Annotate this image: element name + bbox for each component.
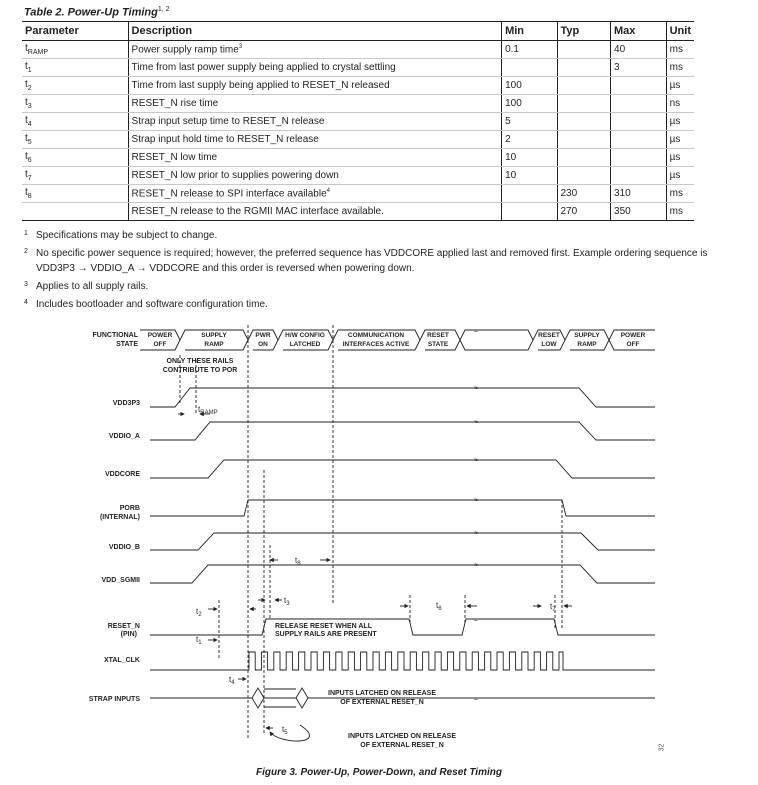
cell-unit: µs	[666, 167, 694, 185]
cell-unit: ms	[666, 185, 694, 203]
cell-max: 350	[611, 203, 667, 221]
signal-porb-internal: (INTERNAL)	[99, 514, 140, 521]
t1-label: $t_1$	[196, 635, 202, 646]
header-unit: Unit	[666, 22, 694, 41]
release-note-1: RELEASE RESET WHEN ALL	[275, 623, 372, 630]
cell-max	[611, 77, 667, 95]
signal-xtal-clk: XTAL_CLK	[103, 657, 140, 664]
vddio-b-wave	[150, 533, 655, 550]
cell-description: Power supply ramp time$^3$	[128, 41, 502, 59]
cell-max: 310	[611, 185, 667, 203]
svg-text:≈: ≈	[474, 457, 478, 464]
xtal-clk-wave	[150, 652, 655, 670]
t3-label: $t_3$	[284, 596, 290, 607]
cell-max: 40	[611, 41, 667, 59]
cell-min: 100	[502, 77, 557, 95]
cell-typ	[557, 149, 611, 167]
state-label: LOW	[541, 341, 557, 348]
cell-parameter: $t_6$	[22, 149, 128, 167]
signal-vddcore: VDDCORE	[104, 471, 140, 478]
table-row	[22, 41, 694, 59]
cell-typ	[557, 95, 611, 113]
cell-parameter: $t_7$	[22, 167, 128, 185]
cell-max	[611, 95, 667, 113]
cell-typ	[557, 77, 611, 95]
cell-min	[502, 203, 557, 221]
state-label: PWR	[255, 332, 271, 339]
cell-parameter	[22, 203, 128, 221]
state-label: OFF	[153, 341, 167, 348]
vdd-sgmii-wave	[150, 565, 655, 583]
cell-min: 0.1	[502, 41, 557, 59]
header-max: Max	[611, 22, 667, 41]
cell-description: Time from last power supply being applied to crystal settling	[128, 59, 502, 77]
table-row	[22, 203, 694, 221]
cell-min	[502, 185, 557, 203]
cell-min: 10	[502, 149, 557, 167]
cell-min: 10	[502, 167, 557, 185]
svg-text:≈: ≈	[474, 562, 478, 569]
latched-note-1: INPUTS LATCHED ON RELEASE	[328, 690, 436, 697]
svg-text:≈: ≈	[474, 497, 478, 504]
svg-text:≈: ≈	[474, 385, 478, 392]
cell-description: RESET_N release to SPI interface available$^4$	[128, 185, 502, 203]
state-label: ON	[258, 341, 268, 348]
table-row	[22, 131, 694, 149]
cell-unit: ms	[666, 203, 694, 221]
signal-reset-n-pin: (PIN)	[120, 631, 137, 638]
footnote: 3 Applies to all supply rails.	[24, 281, 149, 292]
svg-text:≈: ≈	[474, 617, 478, 624]
cell-min: 2	[502, 131, 557, 149]
cell-parameter: $t_4$	[22, 113, 128, 131]
cell-description: RESET_N release to the RGMII MAC interface available.	[128, 203, 502, 221]
footnotes	[24, 228, 714, 315]
state-label: COMMUNICATION	[347, 332, 405, 339]
timing-diagram	[0, 320, 758, 765]
porb-wave	[150, 500, 655, 516]
svg-text:≈: ≈	[474, 328, 478, 335]
signal-strap-inputs: STRAP INPUTS	[88, 696, 140, 703]
cell-typ	[557, 131, 611, 149]
latched-note-2: OF EXTERNAL RESET_N	[340, 699, 424, 706]
header-parameter: Parameter	[22, 22, 128, 41]
latched-bottom-note-1: INPUTS LATCHED ON RELEASE	[348, 733, 456, 740]
t4-label: $t_4$	[229, 675, 235, 686]
cell-description: RESET_N low prior to supplies powering down	[128, 167, 502, 185]
reset-n-wave	[150, 619, 655, 635]
state-label: SUPPLY	[574, 332, 600, 339]
table-row	[22, 95, 694, 113]
only-rails-note-1: ONLY THESE RAILS	[166, 358, 234, 365]
signal-vddio-b: VDDIO_B	[108, 544, 140, 551]
table-row	[22, 77, 694, 95]
cell-description: Time from last supply being applied to RESET_N released	[128, 77, 502, 95]
svg-text:≈: ≈	[474, 419, 478, 426]
cell-parameter: $t_3$	[22, 95, 128, 113]
footnote: 1 Specifications may be subject to change.	[24, 230, 218, 241]
cell-min: 100	[502, 95, 557, 113]
state-label: H/W CONFIG	[285, 332, 325, 339]
cell-unit: µs	[666, 149, 694, 167]
figure-caption: Figure 3. Power-Up, Power-Down, and Reset Timing	[256, 767, 502, 778]
table-header-row	[22, 22, 694, 41]
state-label: OFF	[626, 341, 640, 348]
cell-min	[502, 59, 557, 77]
functional-label-2: STATE	[116, 341, 138, 348]
cell-unit: µs	[666, 131, 694, 149]
footnote: 4 Includes bootloader and software configuration time.	[24, 299, 268, 310]
latched-bottom-note-2: OF EXTERNAL RESET_N	[360, 742, 444, 749]
vddio-a-wave	[150, 422, 655, 440]
cell-description: Strap input hold time to RESET_N release	[128, 131, 502, 149]
state-label: RAMP	[577, 341, 597, 348]
state-label: STATE	[427, 341, 449, 348]
side-page-number: 32	[658, 743, 666, 752]
state-label: RAMP	[204, 341, 224, 348]
cell-max	[611, 113, 667, 131]
cell-typ	[557, 41, 611, 59]
t7-label: $t_7$	[550, 602, 556, 613]
signal-vdd-sgmii: VDD_SGMII	[101, 577, 140, 584]
table-row	[22, 59, 694, 77]
vddcore-wave	[150, 460, 655, 478]
svg-text:≈: ≈	[474, 530, 478, 537]
table-row	[22, 167, 694, 185]
cell-parameter: $t_{RAMP}$	[22, 41, 128, 59]
footnote: 2 No specific power sequence is required; however, the preferred sequence has VDDCORE applied last and removed first. Example ordering sequence is VDD3P3 → VDDIO_A → VDDCORE and this order is reversed when powering down.	[24, 248, 708, 274]
signal-reset-n: RESET_N	[107, 623, 140, 630]
release-note-2: SUPPLY RAILS ARE PRESENT	[275, 631, 377, 638]
cell-typ: 270	[557, 203, 611, 221]
cell-description: RESET_N rise time	[128, 95, 502, 113]
header-min: Min	[502, 22, 557, 41]
table-row	[22, 185, 694, 203]
signal-porb: PORB	[119, 505, 140, 512]
state-label: SUPPLY	[201, 332, 227, 339]
cell-parameter: $t_8$	[22, 185, 128, 203]
cell-parameter: $t_5$	[22, 131, 128, 149]
cell-description: RESET_N low time	[128, 149, 502, 167]
state-label: RESET	[538, 332, 560, 339]
cell-max	[611, 167, 667, 185]
t-ramp-label: $t_{RAMP}$	[198, 405, 218, 416]
cell-unit: ms	[666, 59, 694, 77]
state-label: POWER	[620, 332, 646, 339]
header-typ: Typ	[557, 22, 611, 41]
state-label: LATCHED	[289, 341, 321, 348]
t8-label: $t_8$	[295, 556, 301, 567]
cell-unit: ms	[666, 41, 694, 59]
header-description: Description	[128, 22, 502, 41]
cell-min: 5	[502, 113, 557, 131]
cell-max	[611, 131, 667, 149]
cell-max	[611, 149, 667, 167]
table-row	[22, 149, 694, 167]
t5-label: $t_5$	[282, 725, 288, 736]
t2-label: $t_2$	[196, 607, 202, 618]
power-up-timing-table	[22, 21, 694, 221]
cell-typ: 230	[557, 185, 611, 203]
break-marks	[474, 328, 478, 703]
cell-typ	[557, 59, 611, 77]
signal-vdd3p3: VDD3P3	[112, 400, 140, 407]
table-row	[22, 113, 694, 131]
svg-text:≈: ≈	[474, 696, 478, 703]
table-caption: Table 2. Power-Up Timing$^{1, 2}$	[24, 6, 170, 19]
state-label: INTERFACES ACTIVE	[342, 341, 410, 348]
cell-typ	[557, 167, 611, 185]
t6-label: $t_6$	[436, 601, 442, 612]
cell-unit: µs	[666, 77, 694, 95]
state-label: POWER	[147, 332, 173, 339]
vdd3p3-wave	[150, 388, 655, 407]
cell-unit: µs	[666, 113, 694, 131]
only-rails-note-2: CONTRIBUTE TO POR	[162, 367, 238, 374]
cell-max: 3	[611, 59, 667, 77]
cell-parameter: $t_2$	[22, 77, 128, 95]
cell-unit: ns	[666, 95, 694, 113]
cell-parameter: $t_1$	[22, 59, 128, 77]
signal-vddio-a: VDDIO_A	[108, 433, 140, 440]
cell-typ	[557, 113, 611, 131]
functional-label-1: FUNCTIONAL	[92, 332, 138, 339]
state-label: RESET	[427, 332, 449, 339]
cell-description: Strap input setup time to RESET_N release	[128, 113, 502, 131]
